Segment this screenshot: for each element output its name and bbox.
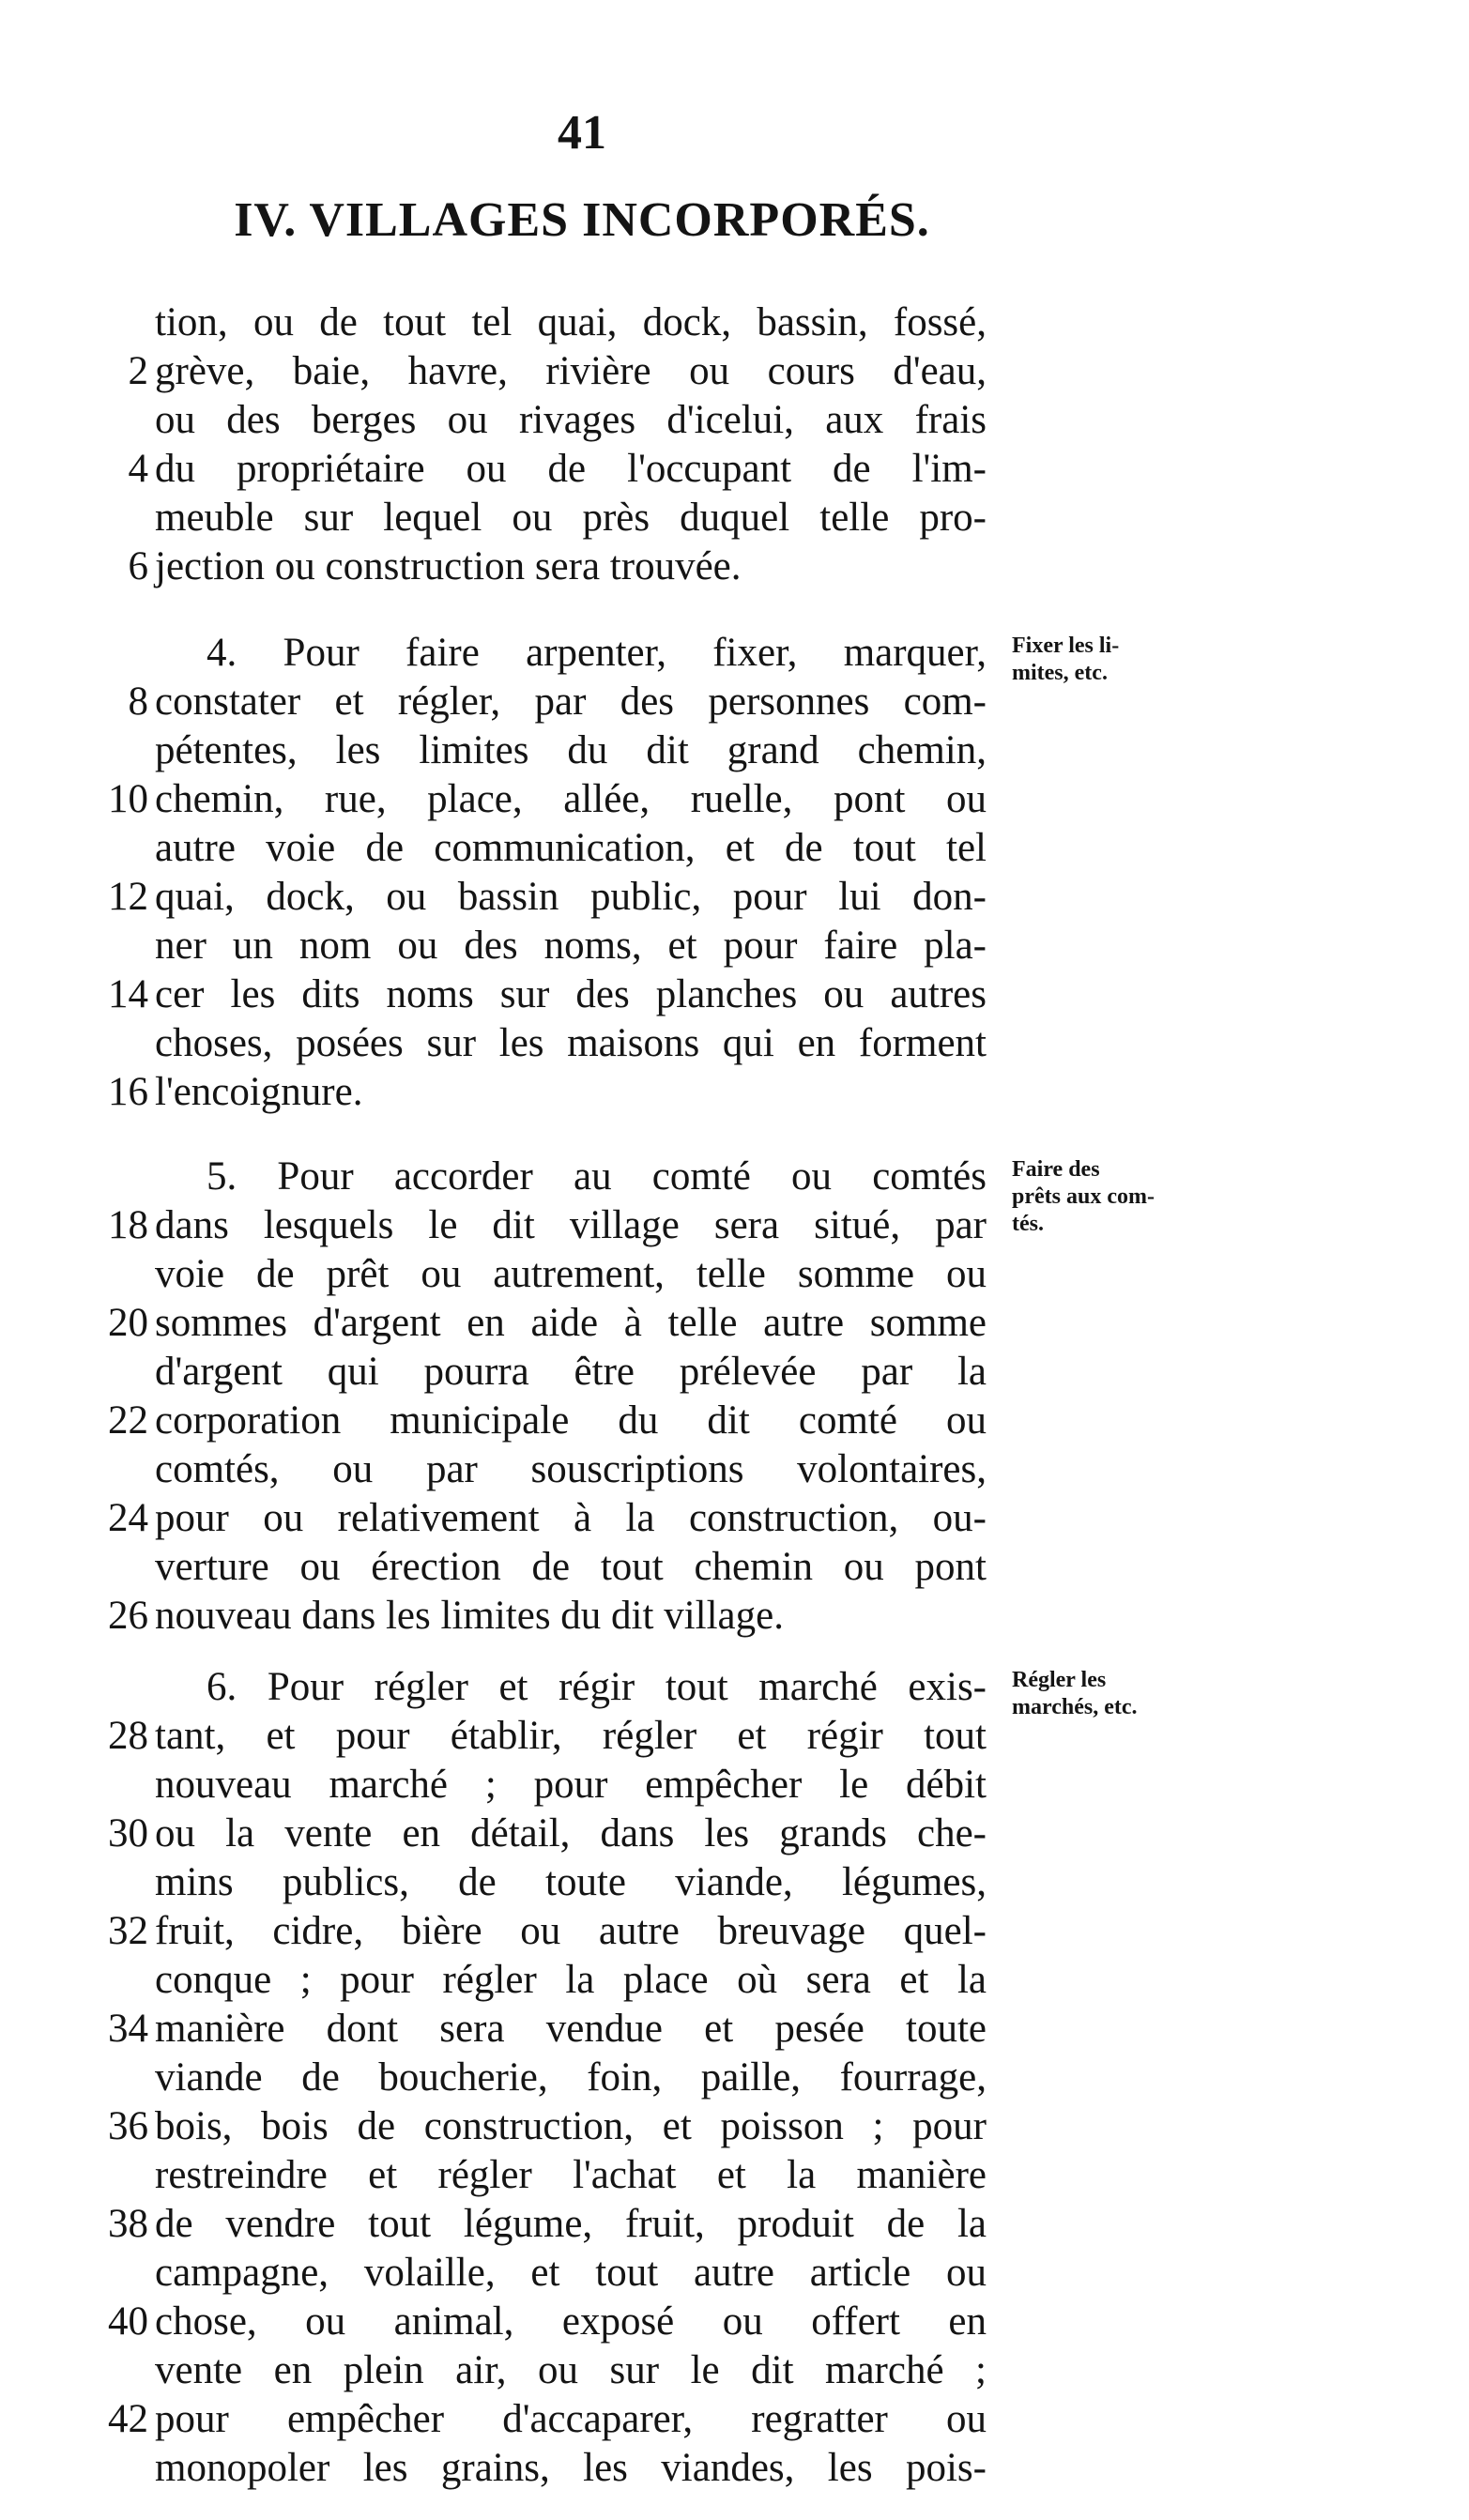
text-line xyxy=(0,726,1469,775)
line-text: 4. Pour faire arpenter, fixer, marquer, xyxy=(207,631,987,675)
text-line xyxy=(0,1494,1469,1543)
text-line xyxy=(0,2346,1469,2395)
margin-note xyxy=(1012,1667,1181,1721)
text-line xyxy=(0,1810,1469,1858)
margin-note-line: marchés, etc. xyxy=(1012,1695,1138,1719)
margin-note-line: tés. xyxy=(1012,1212,1044,1236)
line-text: nouveau marché ; pour empêcher le débit xyxy=(155,1763,987,1807)
line-text: pour ou relativement à la construction, ou- xyxy=(155,1496,987,1540)
page-number: 41 xyxy=(558,106,606,160)
text-line xyxy=(0,1956,1469,2005)
line-text: campagne, volaille, et tout autre article ou xyxy=(155,2251,987,2295)
line-number: 12 xyxy=(108,875,148,919)
line-number: 20 xyxy=(108,1301,148,1345)
text-line xyxy=(0,1250,1469,1299)
text-line xyxy=(0,775,1469,824)
line-text: monopoler les grains, les viandes, les pois- xyxy=(155,2446,987,2490)
line-text: grève, baie, havre, rivière ou cours d'eau, xyxy=(155,349,987,393)
text-line xyxy=(0,678,1469,726)
line-text: verture ou érection de tout chemin ou pont xyxy=(155,1545,987,1589)
line-number: 4 xyxy=(128,447,148,491)
line-text: conque ; pour régler la place où sera et la xyxy=(155,1958,987,2002)
text-line xyxy=(0,1068,1469,1117)
line-number: 16 xyxy=(108,1070,148,1114)
text-line xyxy=(0,970,1469,1019)
line-number: 28 xyxy=(108,1714,148,1758)
text-line xyxy=(0,347,1469,396)
text-line xyxy=(0,298,1469,347)
margin-note-line: Faire des xyxy=(1012,1157,1100,1182)
line-text: comtés, ou par souscriptions volontaires, xyxy=(155,1447,987,1491)
margin-note-line: prêts aux com- xyxy=(1012,1184,1155,1209)
line-text: restreindre et régler l'achat et la manière xyxy=(155,2153,987,2197)
text-line xyxy=(0,1201,1469,1250)
line-text: ner un nom ou des noms, et pour faire pla- xyxy=(155,924,987,968)
line-number: 34 xyxy=(108,2007,148,2051)
line-number: 10 xyxy=(108,777,148,821)
line-text: chose, ou animal, exposé ou offert en xyxy=(155,2299,987,2344)
line-text: meuble sur lequel ou près duquel telle pro- xyxy=(155,496,987,540)
line-text: nouveau dans les limites du dit village. xyxy=(155,1594,784,1638)
text-line xyxy=(0,1445,1469,1494)
text-line xyxy=(0,2005,1469,2054)
text-line xyxy=(0,1299,1469,1348)
text-line xyxy=(0,1907,1469,1956)
margin-note-line: Régler les xyxy=(1012,1668,1107,1692)
line-text: quai, dock, ou bassin public, pour lui don- xyxy=(155,875,987,919)
margin-note xyxy=(1012,633,1181,687)
running-title: IV. VILLAGES INCORPORÉS. xyxy=(234,193,930,247)
line-number: 26 xyxy=(108,1594,148,1638)
line-number: 38 xyxy=(108,2202,148,2246)
line-text: mins publics, de toute viande, légumes, xyxy=(155,1860,987,1904)
text-line xyxy=(0,1153,1469,1201)
text-line xyxy=(0,922,1469,970)
line-text: bois, bois de construction, et poisson ; pour xyxy=(155,2104,987,2148)
line-text: fruit, cidre, bière ou autre breuvage quel- xyxy=(155,1909,987,1953)
text-line xyxy=(0,2395,1469,2444)
text-line xyxy=(0,1592,1469,1641)
line-number: 42 xyxy=(108,2397,148,2441)
text-line xyxy=(0,1858,1469,1907)
line-number: 2 xyxy=(128,349,148,393)
text-line xyxy=(0,2249,1469,2298)
line-number: 30 xyxy=(108,1811,148,1856)
line-text: choses, posées sur les maisons qui en forment xyxy=(155,1021,987,1065)
line-text: cer les dits noms sur des planches ou autres xyxy=(155,972,987,1016)
text-line xyxy=(0,1663,1469,1712)
line-number: 8 xyxy=(128,680,148,724)
text-line xyxy=(0,1019,1469,1068)
text-line xyxy=(0,2298,1469,2346)
text-line xyxy=(0,873,1469,922)
line-text: 5. Pour accorder au comté ou comtés xyxy=(207,1154,987,1199)
text-line xyxy=(0,629,1469,678)
line-text: tant, et pour établir, régler et régir tout xyxy=(155,1714,987,1758)
line-text: de vendre tout légume, fruit, produit de la xyxy=(155,2202,987,2246)
text-line xyxy=(0,1712,1469,1761)
margin-note-line: Fixer les li- xyxy=(1012,634,1120,658)
text-line xyxy=(0,2054,1469,2102)
line-text: ou des berges ou rivages d'icelui, aux frais xyxy=(155,398,987,442)
line-text: constater et régler, par des personnes com- xyxy=(155,680,987,724)
line-text: du propriétaire ou de l'occupant de l'im- xyxy=(155,447,987,491)
text-line xyxy=(0,494,1469,542)
text-line xyxy=(0,2102,1469,2151)
line-text: pétentes, les limites du dit grand chemin, xyxy=(155,728,987,772)
line-number: 24 xyxy=(108,1496,148,1540)
line-number: 6 xyxy=(128,544,148,588)
line-number: 32 xyxy=(108,1909,148,1953)
line-text: chemin, rue, place, allée, ruelle, pont ou xyxy=(155,777,987,821)
text-line xyxy=(0,542,1469,591)
text-line xyxy=(0,1348,1469,1397)
line-text: sommes d'argent en aide à telle autre somme xyxy=(155,1301,987,1345)
text-line xyxy=(0,396,1469,445)
line-number: 36 xyxy=(108,2104,148,2148)
line-text: viande de boucherie, foin, paille, fourrage, xyxy=(155,2055,987,2100)
text-line xyxy=(0,1761,1469,1810)
text-line xyxy=(0,2151,1469,2200)
line-text: l'encoignure. xyxy=(155,1070,363,1114)
text-line xyxy=(0,824,1469,873)
text-line xyxy=(0,1543,1469,1592)
line-text: d'argent qui pourra être prélevée par la xyxy=(155,1350,987,1394)
line-text: vente en plein air, ou sur le dit marché ; xyxy=(155,2348,987,2392)
line-text: pour empêcher d'accaparer, regratter ou xyxy=(155,2397,987,2441)
line-text: voie de prêt ou autrement, telle somme ou xyxy=(155,1252,987,1296)
text-line xyxy=(0,445,1469,494)
text-line xyxy=(0,2444,1469,2493)
line-number: 14 xyxy=(108,972,148,1016)
line-text: ou la vente en détail, dans les grands che- xyxy=(155,1811,987,1856)
text-line xyxy=(0,2200,1469,2249)
margin-note-line: mites, etc. xyxy=(1012,661,1108,685)
line-text: autre voie de communication, et de tout tel xyxy=(155,826,987,870)
line-number: 22 xyxy=(108,1398,148,1443)
line-number: 40 xyxy=(108,2299,148,2344)
line-text: jection ou construction sera trouvée. xyxy=(155,544,742,588)
line-text: corporation municipale du dit comté ou xyxy=(155,1398,987,1443)
line-text: 6. Pour régler et régir tout marché exis- xyxy=(207,1665,987,1709)
margin-note xyxy=(1012,1156,1181,1238)
line-number: 18 xyxy=(108,1203,148,1247)
line-text: manière dont sera vendue et pesée toute xyxy=(155,2007,987,2051)
line-text: tion, ou de tout tel quai, dock, bassin, fossé, xyxy=(155,300,987,344)
text-line xyxy=(0,1397,1469,1445)
line-text: dans lesquels le dit village sera situé, par xyxy=(155,1203,987,1247)
